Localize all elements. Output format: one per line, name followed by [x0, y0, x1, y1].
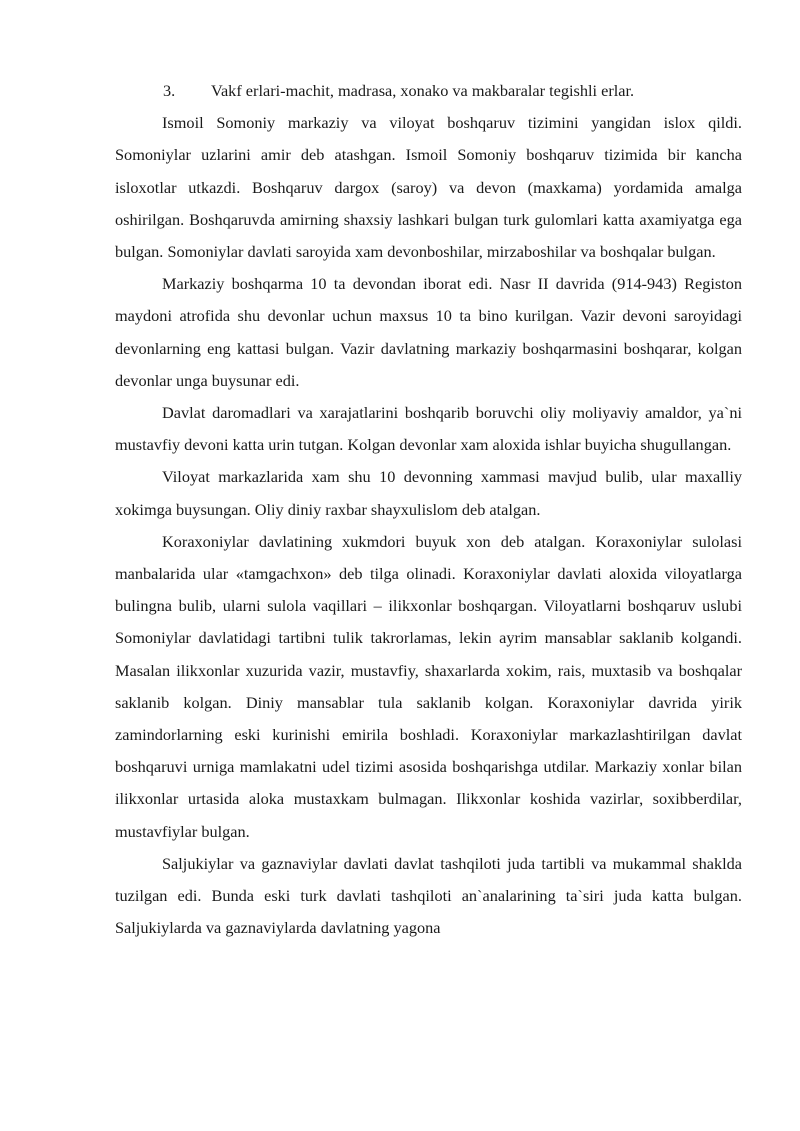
- paragraph-3: Davlat daromadlari va xarajatlarini boshqarib boruvchi oliy moliyaviy amaldor, ya`ni mustavfiy devoni katta urin tutgan. Kolgan devonlar xam aloxida ishlar buyicha shugullangan.: [115, 403, 742, 455]
- paragraph-6: Saljukiylar va gaznaviylar davlati davlat tashqiloti juda tartibli va mukammal shaklda tuzilgan edi. Bunda eski turk davlati tashqiloti an`analarining ta`siri juda katta bulgan. Saljukiylarda va gaznaviylarda davlatning yagona: [115, 853, 742, 938]
- list-number: 3.: [163, 81, 176, 100]
- paragraph-5: Koraxoniylar davlatining xukmdori buyuk xon deb atalgan. Koraxoniylar sulolasi manbalarida ular «tamgachxon» deb tilga olinadi. Koraxoniylar davlati aloxida viloyatlarga bulingna bulib, ularni sulola vaqillari – ilikxonlar boshqargan. Viloyatlarni boshqaruv uslubi Somoniylar davlatidagi tartibni tulik takrorlamas, lekin ayrim mansablar saklanib kolgandi. Masalan ilikxonlar xuzurida vazir, mustavfiy, shaxarlarda xokim, rais, muxtasib va boshqalar saklanib kolgan. Diniy mansablar tula saklanib kolgan. Koraxoniylar davrida yirik zamindorlarning eski kurinishi emirila boshladi. Koraxoniylar markazlashtirilgan davlat boshqaruvi urniga mamlakatni udel tizimi asosida boshqarishga utdilar. Markaziy xonlar bilan ilikxonlar urtasida aloka mustaxkam bulmagan. Ilikxonlar koshida vazirlar, soxibberdilar, mustavfiylar bulgan.: [115, 531, 742, 841]
- list-item: [115, 75, 742, 107]
- paragraph-4: Viloyat markazlarida xam shu 10 devonning xammasi mavjud bulib, ular maxalliy xokimga buysungan. Oliy diniy raxbar shayxulislom deb atalgan.: [115, 467, 742, 519]
- paragraph-2: Markaziy boshqarma 10 ta devondan iborat edi. Nasr II davrida (914-943) Registon maydoni atrofida shu devonlar uchun maxsus 10 ta bino kurilgan. Vazir devoni saroyidagi devonlarning eng kattasi bulgan. Vazir davlatning markaziy boshqarmasini boshqarar, kolgan devonlar unga buysunar edi.: [115, 274, 742, 390]
- paragraph-1: Ismoil Somoniy markaziy va viloyat boshqaruv tizimini yangidan islox qildi. Somoniylar uzlarini amir deb atashgan. Ismoil Somoniy boshqaruv tizimida bir kancha isloxotlar utkazdi. Boshqaruv dargox (saroy) va devon (maxkama) yordamida amalga oshirilgan. Boshqaruvda amirning shaxsiy lashkari bulgan turk gulomlari katta axamiyatga ega bulgan. Somoniylar davlati saroyida xam devonboshilar, mirzaboshilar va boshqalar bulgan.: [115, 113, 742, 262]
- document-page: [115, 75, 742, 944]
- list-item-text: Vakf erlari-machit, madrasa, xonako va makbaralar tegishli erlar.: [211, 81, 635, 100]
